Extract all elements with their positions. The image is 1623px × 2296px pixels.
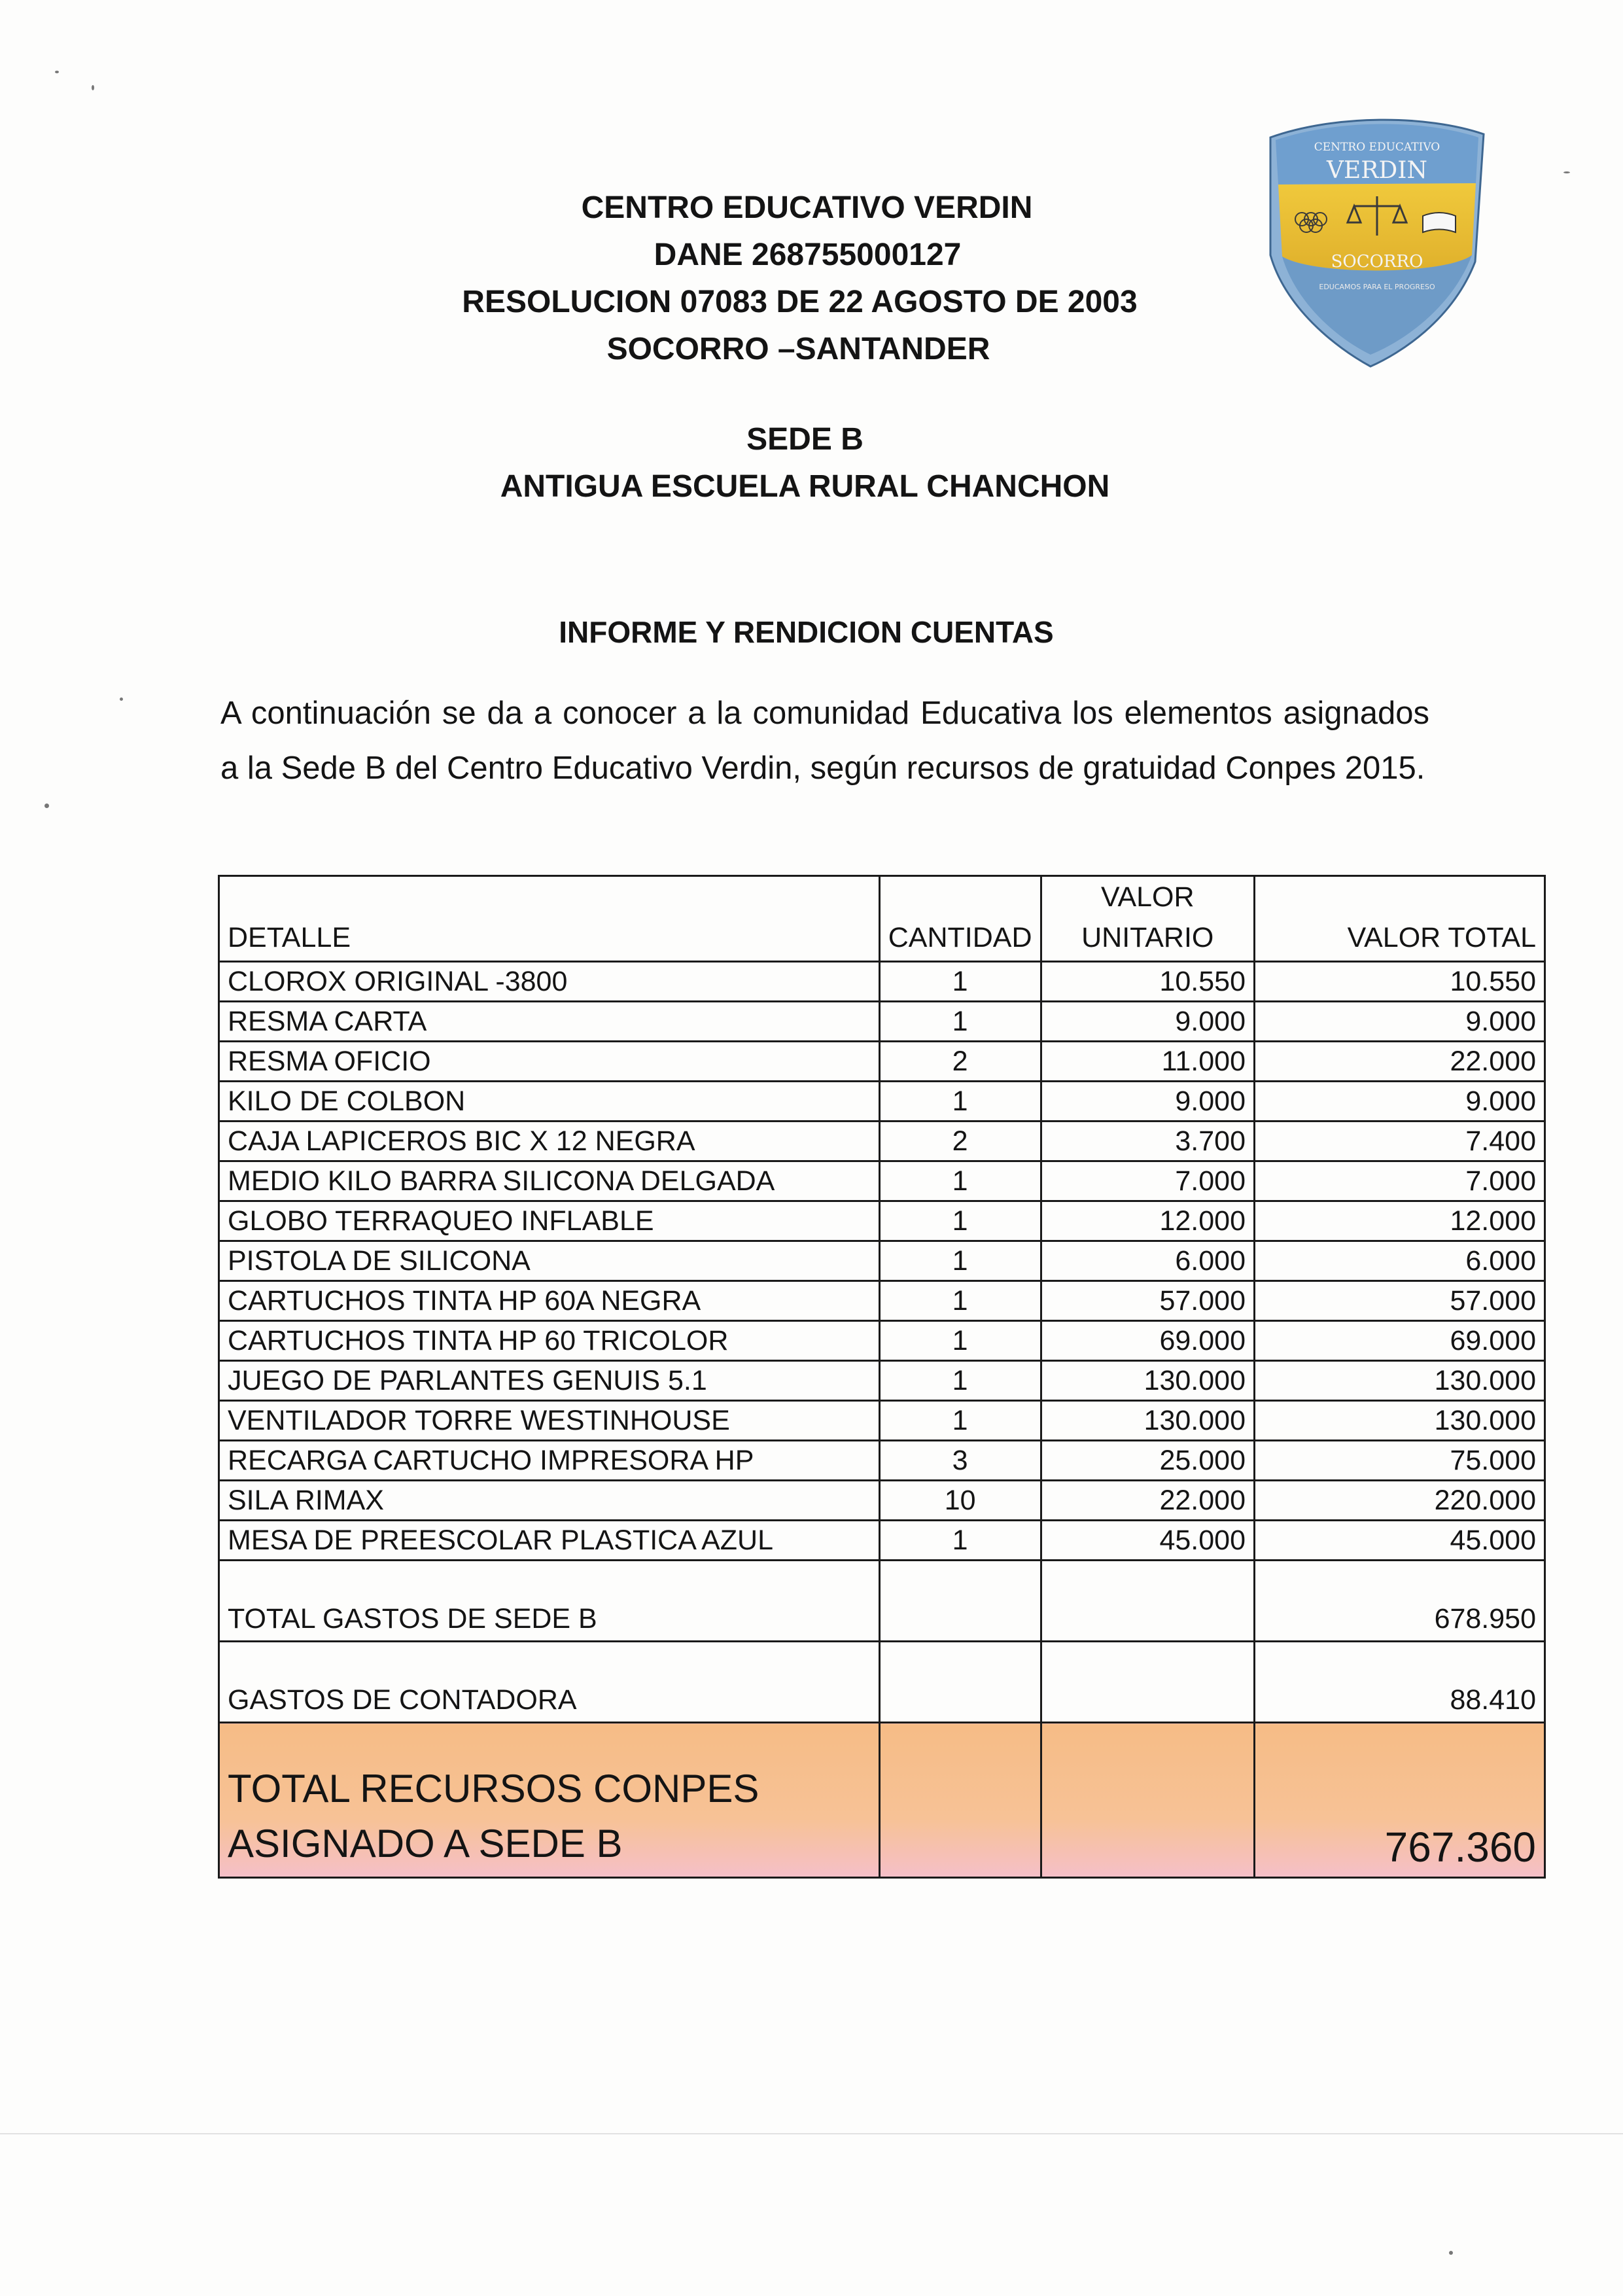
- item-detalle: RECARGA CARTUCHO IMPRESORA HP: [219, 1441, 880, 1481]
- item-valor-unitario: 12.000: [1041, 1201, 1254, 1241]
- item-detalle: RESMA OFICIO: [219, 1042, 880, 1082]
- total-recursos-row: [219, 1723, 1545, 1878]
- item-cantidad: 1: [879, 1401, 1041, 1441]
- item-valor-total: 9.000: [1255, 1002, 1545, 1042]
- item-cantidad: 10: [879, 1481, 1041, 1521]
- table-row: [219, 1082, 1545, 1122]
- item-detalle: CARTUCHOS TINTA HP 60 TRICOLOR: [219, 1321, 880, 1361]
- item-valor-unitario: 9.000: [1041, 1082, 1254, 1122]
- item-valor-total: 10.550: [1255, 962, 1545, 1002]
- item-cantidad: 1: [879, 1241, 1041, 1281]
- scan-speck: [1449, 2251, 1453, 2255]
- item-detalle: CARTUCHOS TINTA HP 60A NEGRA: [219, 1281, 880, 1321]
- empty-cell: [1041, 1561, 1254, 1642]
- item-valor-total: 7.400: [1255, 1122, 1545, 1161]
- item-valor-total: 75.000: [1255, 1441, 1545, 1481]
- institution-name: CENTRO EDUCATIVO VERDIN: [581, 190, 1033, 225]
- item-detalle: SILA RIMAX: [219, 1481, 880, 1521]
- table-row: [219, 1361, 1545, 1401]
- item-valor-total: 45.000: [1255, 1521, 1545, 1561]
- table-row: [219, 1002, 1545, 1042]
- scan-edge-line: [0, 2133, 1623, 2134]
- report-title: [0, 609, 1623, 656]
- item-valor-unitario: 11.000: [1041, 1042, 1254, 1082]
- total-recursos-value: 767.360: [1255, 1723, 1545, 1878]
- logo-motto: EDUCAMOS PARA EL PROGRESO: [1319, 283, 1435, 291]
- item-valor-total: 6.000: [1255, 1241, 1545, 1281]
- empty-cell: [1041, 1642, 1254, 1723]
- item-valor-total: 130.000: [1255, 1401, 1545, 1441]
- total-gastos-value: 678.950: [1255, 1561, 1545, 1642]
- table-row: [219, 1441, 1545, 1481]
- gastos-contadora-value: 88.410: [1255, 1642, 1545, 1723]
- item-valor-unitario: 45.000: [1041, 1521, 1254, 1561]
- item-valor-unitario: 57.000: [1041, 1281, 1254, 1321]
- total-recursos-label-line2: ASIGNADO A SEDE B: [228, 1822, 623, 1865]
- item-cantidad: 3: [879, 1441, 1041, 1481]
- table-row: [219, 1401, 1545, 1441]
- item-detalle: CLOROX ORIGINAL -3800: [219, 962, 880, 1002]
- intro-paragraph: A continuación se da a conocer a la comunidad Educativa los elementos asignados a la Sede B del Centro Educativo Verdin, según recursos de gratuidad Conpes 2015.: [220, 696, 1429, 786]
- item-valor-total: 9.000: [1255, 1082, 1545, 1122]
- expenses-table: [218, 875, 1546, 1879]
- item-valor-unitario: 130.000: [1041, 1361, 1254, 1401]
- resolution-line: RESOLUCION 07083 DE 22 AGOSTO DE 2003: [462, 285, 1138, 319]
- item-valor-total: 57.000: [1255, 1281, 1545, 1321]
- item-detalle: GLOBO TERRAQUEO INFLABLE: [219, 1201, 880, 1241]
- item-detalle: CAJA LAPICEROS BIC X 12 NEGRA: [219, 1122, 880, 1161]
- total-gastos-label: TOTAL GASTOS DE SEDE B: [219, 1561, 880, 1642]
- header-valor-total: VALOR TOTAL: [1255, 876, 1545, 962]
- scan-speck: [55, 71, 59, 73]
- item-valor-total: 12.000: [1255, 1201, 1545, 1241]
- item-detalle: PISTOLA DE SILICONA: [219, 1241, 880, 1281]
- report-title-text: INFORME Y RENDICION CUENTAS: [559, 615, 1054, 649]
- table-row: [219, 1122, 1545, 1161]
- total-recursos-label-line1: TOTAL RECURSOS CONPES: [228, 1767, 759, 1810]
- table-row: [219, 1201, 1545, 1241]
- dane-code: DANE 268755000127: [654, 238, 962, 272]
- table-header-row: [219, 876, 1545, 962]
- table-row: [219, 1281, 1545, 1321]
- item-cantidad: 1: [879, 1361, 1041, 1401]
- item-detalle: MEDIO KILO BARRA SILICONA DELGADA: [219, 1161, 880, 1201]
- item-detalle: VENTILADOR TORRE WESTINHOUSE: [219, 1401, 880, 1441]
- logo-name: VERDIN: [1327, 157, 1427, 184]
- empty-cell: [1041, 1723, 1254, 1878]
- item-detalle: RESMA CARTA: [219, 1002, 880, 1042]
- table-row: [219, 1321, 1545, 1361]
- header-cantidad: CANTIDAD: [879, 876, 1041, 962]
- location-line: SOCORRO –SANTANDER: [606, 332, 990, 366]
- scan-speck: [120, 698, 123, 701]
- item-cantidad: 1: [879, 1002, 1041, 1042]
- empty-cell: [879, 1642, 1041, 1723]
- school-shield-logo: [1256, 111, 1498, 373]
- table-row: [219, 1161, 1545, 1201]
- item-detalle: JUEGO DE PARLANTES GENUIS 5.1: [219, 1361, 880, 1401]
- item-cantidad: 2: [879, 1122, 1041, 1161]
- header-valor-unitario-line2: UNITARIO: [1081, 922, 1214, 953]
- item-cantidad: 1: [879, 1521, 1041, 1561]
- item-valor-unitario: 7.000: [1041, 1161, 1254, 1201]
- header-detalle: DETALLE: [219, 876, 880, 962]
- item-valor-unitario: 9.000: [1041, 1002, 1254, 1042]
- item-detalle: KILO DE COLBON: [219, 1082, 880, 1122]
- item-valor-total: 7.000: [1255, 1161, 1545, 1201]
- item-cantidad: 1: [879, 1281, 1041, 1321]
- gastos-contadora-label: GASTOS DE CONTADORA: [219, 1642, 880, 1723]
- gastos-contadora-row: [219, 1642, 1545, 1723]
- item-valor-unitario: 25.000: [1041, 1441, 1254, 1481]
- empty-cell: [879, 1723, 1041, 1878]
- table-row: [219, 1241, 1545, 1281]
- sede-header: [0, 416, 1623, 510]
- item-valor-unitario: 6.000: [1041, 1241, 1254, 1281]
- header-valor-unitario-line1: VALOR: [1100, 881, 1195, 913]
- item-cantidad: 2: [879, 1042, 1041, 1082]
- table-row: [219, 1481, 1545, 1521]
- item-valor-unitario: 22.000: [1041, 1481, 1254, 1521]
- total-recursos-label: [219, 1723, 880, 1878]
- item-valor-unitario: 130.000: [1041, 1401, 1254, 1441]
- table-body: [219, 962, 1545, 1561]
- item-valor-unitario: 3.700: [1041, 1122, 1254, 1161]
- item-valor-total: 22.000: [1255, 1042, 1545, 1082]
- item-cantidad: 1: [879, 1161, 1041, 1201]
- sede-name: ANTIGUA ESCUELA RURAL CHANCHON: [500, 469, 1110, 504]
- scan-speck: [44, 804, 49, 808]
- item-cantidad: 1: [879, 1201, 1041, 1241]
- item-cantidad: 1: [879, 1321, 1041, 1361]
- item-detalle: MESA DE PREESCOLAR PLASTICA AZUL: [219, 1521, 880, 1561]
- item-valor-total: 69.000: [1255, 1321, 1545, 1361]
- sede-label: SEDE B: [746, 422, 864, 457]
- item-valor-total: 220.000: [1255, 1481, 1545, 1521]
- scan-speck: [1563, 171, 1570, 173]
- item-cantidad: 1: [879, 1082, 1041, 1122]
- total-gastos-row: [219, 1561, 1545, 1642]
- item-cantidad: 1: [879, 962, 1041, 1002]
- table-row: [219, 1042, 1545, 1082]
- item-valor-total: 130.000: [1255, 1361, 1545, 1401]
- table-row: [219, 1521, 1545, 1561]
- empty-cell: [879, 1561, 1041, 1642]
- item-valor-unitario: 10.550: [1041, 962, 1254, 1002]
- logo-top-text: CENTRO EDUCATIVO: [1314, 141, 1440, 154]
- table-row: [219, 962, 1545, 1002]
- header-valor-unitario: [1041, 876, 1254, 962]
- logo-bottom-text: SOCORRO: [1331, 252, 1423, 272]
- item-valor-unitario: 69.000: [1041, 1321, 1254, 1361]
- scan-speck: [92, 85, 94, 90]
